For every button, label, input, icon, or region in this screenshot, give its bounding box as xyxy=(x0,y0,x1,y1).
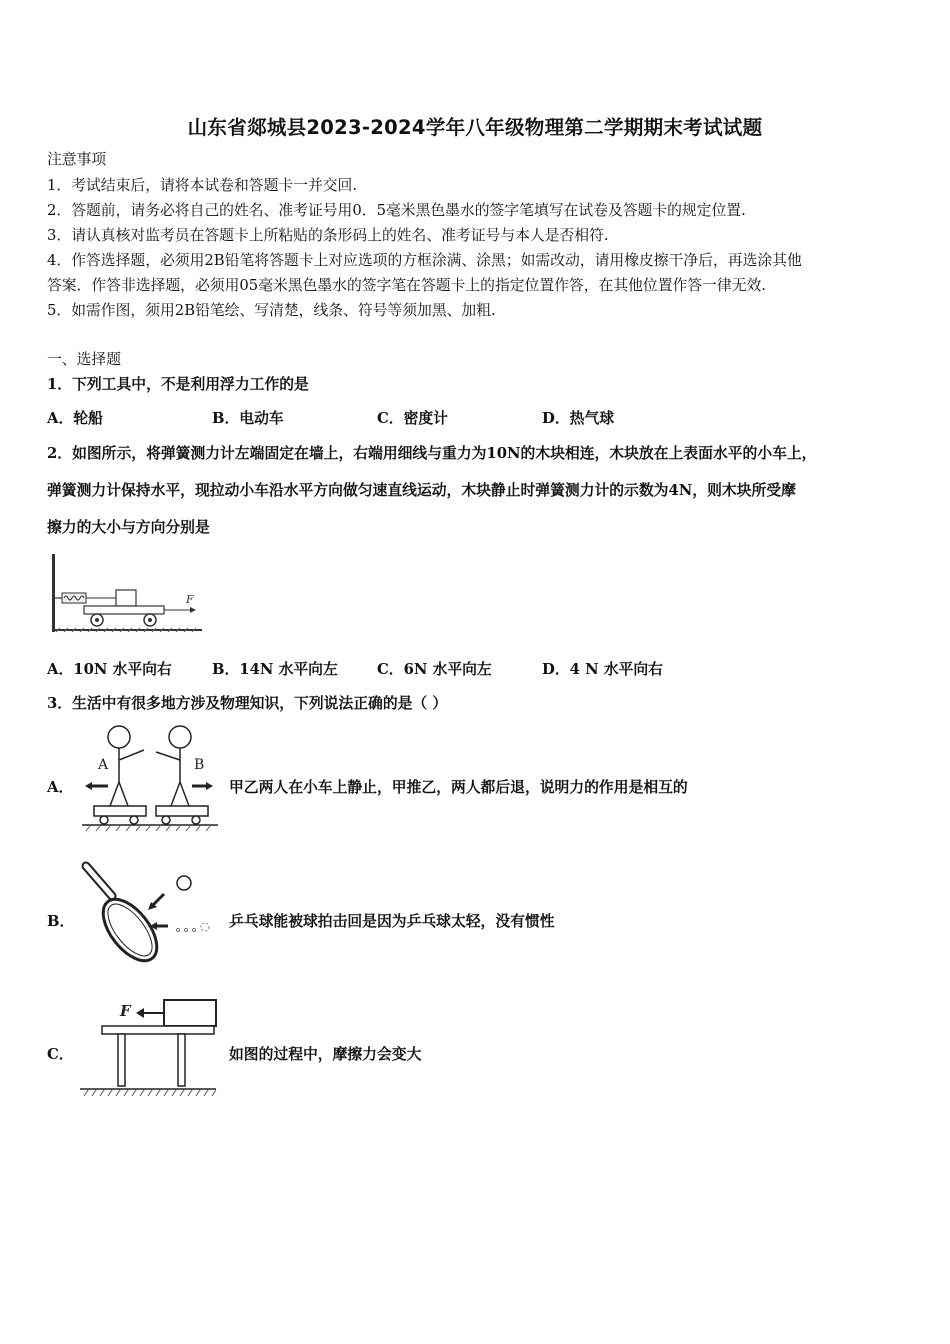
q3-ping-pong-figure xyxy=(78,860,228,970)
notice-item-3: 3．请认真核对监考员在答题卡上所粘贴的条形码上的姓名、准考证号与本人是否相符. xyxy=(47,227,609,244)
cart-body xyxy=(84,606,164,614)
q2-stem-line-3: 擦力的大小与方向分别是 xyxy=(47,519,210,536)
q2-stem-line-2: 弹簧测力计保持水平，现拉动小车沿水平方向做匀速直线运动，木块静止时弹簧测力计的示数为4N，则木块所受摩 xyxy=(47,482,796,499)
q1-option-b: B．电动车 xyxy=(212,410,284,427)
notice-heading: 注意事项 xyxy=(47,151,107,168)
notice-item-4-cont: 答案．作答非选择题，必须用05毫米黑色墨水的签字笔在答题卡上的指定位置作答，在其他位置作答一律无效. xyxy=(47,277,766,294)
wood-block xyxy=(116,590,136,606)
q1-option-a: A．轮船 xyxy=(47,410,103,427)
q2-option-b: B．14N 水平向左 xyxy=(212,661,338,678)
q2-option-c: C．6N 水平向左 xyxy=(377,661,492,678)
q3-two-people-carts-figure xyxy=(80,722,220,834)
q2-option-a: A．10N 水平向右 xyxy=(47,661,172,678)
q3-option-b-text: 乒乓球能被球拍击回是因为乒乓球太轻，没有惯性 xyxy=(229,913,555,930)
person-a-label: A xyxy=(98,757,109,773)
q2-stem-line-1: 2．如图所示，将弹簧测力计左端固定在墙上，右端用细线与重力为10N的木块相连，木块放在上表面水平的小车上， xyxy=(47,445,817,462)
section-heading: 一、选择题 xyxy=(47,351,121,368)
notice-item-1: 1．考试结束后，请将本试卷和答题卡一并交回. xyxy=(47,177,358,194)
q2-spring-cart-figure xyxy=(50,552,210,634)
q3-table-block-figure xyxy=(78,996,228,1106)
q3-option-a-label: A． xyxy=(47,779,74,796)
force-label: F xyxy=(186,593,194,606)
force-label: F xyxy=(120,1002,131,1020)
notice-item-5: 5．如需作图，须用2B铅笔绘、写清楚，线条、符号等须加黑、加粗. xyxy=(47,302,496,319)
page-title: 山东省郯城县2023-2024学年八年级物理第二学期期末考试试题 xyxy=(187,116,763,139)
notice-item-4: 4．作答选择题，必须用2B铅笔将答题卡上对应选项的方框涂满、涂黑；如需改动，请用橡皮擦干净后，再选涂其他 xyxy=(47,252,802,269)
table-top xyxy=(102,1026,214,1034)
spring-scale xyxy=(55,593,116,603)
q3-option-c-label: C． xyxy=(47,1046,74,1063)
q3-stem: 3．生活中有很多地方涉及物理知识，下列说法正确的是（ ） xyxy=(47,695,448,712)
q3-option-b-label: B． xyxy=(47,913,75,930)
q1-option-d: D．热气球 xyxy=(542,410,615,427)
q1-option-c: C．密度计 xyxy=(377,410,448,427)
ping-pong-ball xyxy=(177,876,191,890)
notice-item-2: 2．答题前，请务必将自己的姓名、准考证号用0．5毫米黑色墨水的签字笔填写在试卷及答题卡的规定位置. xyxy=(47,202,746,219)
q3-option-c-text: 如图的过程中，摩擦力会变大 xyxy=(229,1046,422,1063)
q1-stem: 1．下列工具中，不是利用浮力工作的是 xyxy=(47,376,309,393)
block xyxy=(164,1000,216,1026)
person-b-label: B xyxy=(194,757,205,773)
q3-option-a-text: 甲乙两人在小车上静止，甲推乙，两人都后退，说明力的作用是相互的 xyxy=(229,779,688,796)
q2-option-d: D．4 N 水平向右 xyxy=(542,661,663,678)
